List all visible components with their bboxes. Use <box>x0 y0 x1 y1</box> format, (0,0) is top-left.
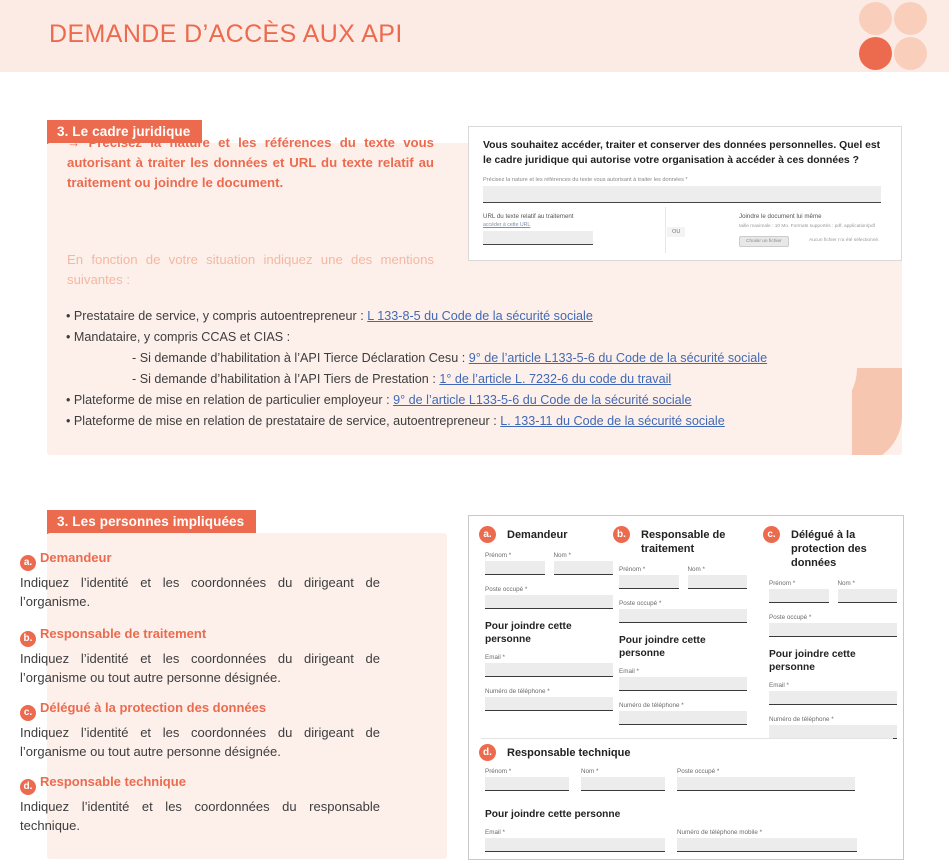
field-label-poste: Poste occupé * <box>619 600 662 607</box>
legal-form-url-label: URL du texte relatif au traitement <box>483 213 574 220</box>
field-label-phone: Numéro de téléphone * <box>485 688 550 695</box>
contact-heading: Pour joindre cette personne <box>769 649 856 673</box>
legal-form-url-input[interactable] <box>483 231 593 245</box>
section-legal-lead <box>67 133 434 193</box>
list-item <box>66 327 856 348</box>
form-column-responsable-traitement <box>619 528 747 736</box>
people-item-demandeur <box>20 550 380 611</box>
people-item-title: Délégué à la protection des données <box>40 700 267 715</box>
field-input-email[interactable] <box>619 677 747 691</box>
field-label-email: Email * <box>769 682 789 689</box>
people-item-body: Indiquez l’identité et les coordonnées du dirigeant de l’organisme. <box>20 575 380 609</box>
list-item-text: • Prestataire de service, y compris autoentrepreneur : <box>66 309 368 323</box>
field-input-nom[interactable] <box>838 589 898 603</box>
form-section-responsable-technique <box>485 746 895 863</box>
legal-form-file-hint: taille maximale : 10 Mo. Formats supportés : pdf, application/pdf <box>739 224 875 229</box>
badge-b: b. <box>613 526 630 543</box>
field-input-poste[interactable] <box>677 777 855 791</box>
field-label-poste: Poste occupé * <box>677 768 720 775</box>
list-item-text: • Plateforme de mise en relation de prestataire de service, autoentrepreneur : <box>66 414 501 428</box>
field-label-phone-mobile: Numéro de téléphone mobile * <box>677 829 763 836</box>
legal-form-attach-label: Joindre le document lui même <box>739 213 822 220</box>
field-input-phone[interactable] <box>619 711 747 725</box>
list-item-link[interactable]: L. 133-11 du Code de la sécurité sociale <box>500 414 725 428</box>
field-input-poste[interactable] <box>769 623 897 637</box>
people-item-head <box>20 700 380 721</box>
field-input-phone-mobile[interactable] <box>677 838 857 852</box>
people-item-body: Indiquez l’identité et les coordonnées du responsable technique. <box>20 799 380 833</box>
people-item-head <box>20 626 380 647</box>
section-legal-tag: 3. Le cadre juridique <box>47 120 202 144</box>
list-item-text: • Plateforme de mise en relation de particulier employeur : <box>66 393 394 407</box>
form-column-title-text: Responsable technique <box>507 747 631 759</box>
field-input-prenom[interactable] <box>619 575 679 589</box>
contact-heading: Pour joindre cette personne <box>485 809 621 820</box>
legal-form-url-link[interactable]: accéder à cette URL <box>483 222 531 228</box>
field-input-phone[interactable] <box>485 697 613 711</box>
section-legal-framework <box>0 110 949 455</box>
field-input-nom[interactable] <box>554 561 614 575</box>
form-column-demandeur <box>485 528 613 722</box>
field-label-prenom: Prénom * <box>769 580 796 587</box>
field-label-prenom: Prénom * <box>485 552 512 559</box>
form-column-title <box>769 528 897 570</box>
field-label-nom: Nom * <box>687 566 705 573</box>
section-people-involved <box>0 505 949 859</box>
people-item-title: Responsable de traitement <box>40 626 207 641</box>
page-header <box>0 0 949 72</box>
legal-form-divider <box>665 207 666 253</box>
people-item-dpo <box>20 700 380 761</box>
people-item-head <box>20 550 380 571</box>
field-input-phone[interactable] <box>769 725 897 739</box>
field-label-phone: Numéro de téléphone * <box>769 716 834 723</box>
dot-top-right-icon <box>894 2 927 35</box>
badge-a: a. <box>479 526 496 543</box>
people-item-title: Demandeur <box>40 550 112 565</box>
people-item-head <box>20 774 380 795</box>
list-item <box>66 348 856 369</box>
section-legal-lead-text: Précisez la nature et les références du texte vous autorisant à traiter les données et URL du texte relatif au traitement ou joindre le document. <box>67 135 434 190</box>
section-legal-subtitle: En fonction de votre situation indiquez une des mentions suivantes : <box>67 252 434 287</box>
legal-form-screenshot <box>468 126 902 261</box>
list-item-text: • Mandataire, y compris CCAS et CIAS : <box>66 330 291 344</box>
field-label-email: Email * <box>485 829 505 836</box>
field-input-nom[interactable] <box>581 777 665 791</box>
field-label-prenom: Prénom * <box>485 768 512 775</box>
field-label-poste: Poste occupé * <box>485 586 528 593</box>
badge-c: c. <box>20 705 36 721</box>
list-item-link[interactable]: 9° de l’article L133-5-6 du Code de la sécurité sociale <box>393 393 692 407</box>
form-column-dpo <box>769 528 897 750</box>
legal-form-or-divider-label: OU <box>667 227 685 237</box>
field-label-email: Email * <box>485 654 505 661</box>
field-input-email[interactable] <box>485 663 613 677</box>
field-label-nom: Nom * <box>553 552 571 559</box>
legal-form-file-status: Aucun fichier n’a été sélectionné. <box>809 238 880 243</box>
section-people-tag: 3. Les personnes impliquées <box>47 510 256 534</box>
dot-bottom-right-icon <box>894 37 927 70</box>
legal-form-nature-input[interactable] <box>483 186 881 203</box>
field-label-nom: Nom * <box>837 580 855 587</box>
list-item <box>66 369 856 390</box>
contact-heading: Pour joindre cette personne <box>619 635 706 659</box>
people-item-responsable-traitement <box>20 626 380 687</box>
field-label-poste: Poste occupé * <box>769 614 812 621</box>
list-item-text: - Si demande d’habilitation à l’API Tiers de Prestation : <box>132 372 440 386</box>
people-item-body: Indiquez l’identité et les coordonnées du dirigeant de l’organisme ou tout autre personne désignée. <box>20 725 380 759</box>
list-item <box>66 306 856 327</box>
field-input-prenom[interactable] <box>769 589 829 603</box>
field-label-email: Email * <box>619 668 639 675</box>
field-input-email[interactable] <box>485 838 665 852</box>
people-item-responsable-technique <box>20 774 380 835</box>
people-item-body: Indiquez l’identité et les coordonnées du dirigeant de l’organisme ou tout autre personne désignée. <box>20 651 380 685</box>
legal-mentions-list <box>66 306 856 432</box>
list-item-link[interactable]: L 133-8-5 du Code de la sécurité sociale <box>367 309 593 323</box>
field-input-prenom[interactable] <box>485 777 569 791</box>
contact-heading: Pour joindre cette personne <box>485 621 572 645</box>
dot-top-left-icon <box>859 2 892 35</box>
field-input-nom[interactable] <box>688 575 748 589</box>
people-item-title: Responsable technique <box>40 774 186 789</box>
field-input-poste[interactable] <box>619 609 747 623</box>
dot-bottom-left-icon <box>859 37 892 70</box>
form-column-title <box>619 528 747 556</box>
badge-c: c. <box>763 526 780 543</box>
decorative-dots <box>859 2 927 70</box>
page-title: DEMANDE D’ACCÈS AUX API <box>49 20 403 48</box>
field-input-email[interactable] <box>769 691 897 705</box>
legal-form-file-button[interactable]: Choisir un fichier <box>739 236 789 247</box>
list-item <box>66 411 856 432</box>
badge-d: d. <box>20 779 36 795</box>
form-section-divider <box>481 738 893 739</box>
list-item-link[interactable]: 9° de l’article L133-5-6 du Code de la sécurité sociale <box>468 351 768 365</box>
section-people-tag-wrap <box>47 510 256 534</box>
quote-decoration-icon <box>852 360 902 455</box>
badge-b: b. <box>20 631 36 647</box>
legal-form-question: Vous souhaitez accéder, traiter et conserver des données personnelles. Quel est le cadre juridique qui autorise votre organisation à accéder à ces données ? <box>483 140 881 166</box>
arrow-right-icon: → <box>67 135 81 150</box>
field-label-phone: Numéro de téléphone * <box>619 702 684 709</box>
list-item <box>66 390 856 411</box>
form-column-title-text: Responsable de traitement <box>641 529 726 555</box>
field-input-poste[interactable] <box>485 595 613 609</box>
list-item-link[interactable]: 1° de l’article L. 7232-6 du code du travail <box>439 372 672 386</box>
form-column-title-text: Demandeur <box>507 529 568 541</box>
field-label-prenom: Prénom * <box>619 566 646 573</box>
badge-d: d. <box>479 744 496 761</box>
field-input-prenom[interactable] <box>485 561 545 575</box>
people-form-screenshot <box>468 515 904 860</box>
badge-a: a. <box>20 555 36 571</box>
legal-form-nature-label: Précisez la nature et les références du texte vous autorisant à traiter les données * <box>483 177 688 183</box>
form-column-title <box>485 528 613 542</box>
form-column-title <box>485 746 895 760</box>
field-label-nom: Nom * <box>581 768 599 775</box>
form-column-title-text: Délégué à la protection des données <box>791 529 867 569</box>
list-item-text: - Si demande d’habilitation à l’API Tierce Déclaration Cesu : <box>132 351 469 365</box>
